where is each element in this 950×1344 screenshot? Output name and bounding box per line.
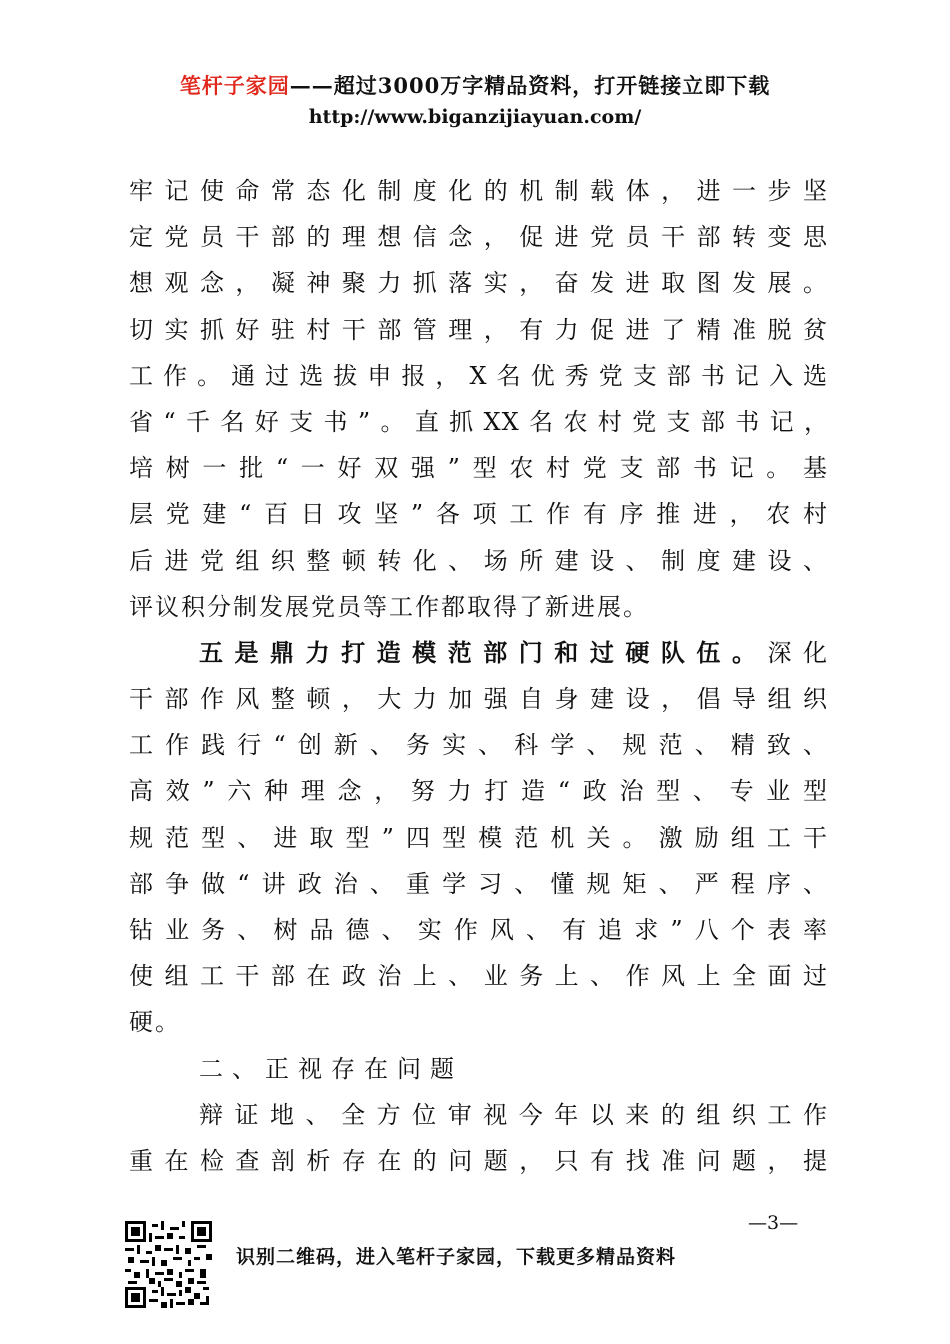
footer-caption: 识别二维码，进入笔杆子家园，下载更多精品资料 [236,1246,677,1268]
text-line: 重在检查剖析存在的问题，只有找准问题，提 [129,1146,829,1175]
text-line: 高效”六种理念，努力打造“政治型、专业型 [129,777,829,806]
header-url[interactable]: http://www.biganzijiayuan.com/ [308,106,642,128]
text-line: 牢记使命常态化制度化的机制载体，进一步坚 [129,177,829,205]
page-header [0,70,950,128]
text-line: 工作践行“创新、务实、科学、规范、精致、 [129,731,829,760]
page-number: —3— [748,1212,799,1234]
text-line: 工作。通过选拔申报，X名优秀党支部书记入选 [129,361,829,390]
text-line: 层党建“百日攻坚”各项工作有序推进，农村 [129,500,829,529]
section-heading: 二、正视存在问题 [199,1054,463,1083]
para5-lead-rest: 深化 [767,638,830,667]
header-tagline: ——超过3000万字精品资料，打开链接立即下载 [289,73,771,98]
text-line: 辩证地、全方位审视今年以来的组织工作 [199,1100,829,1129]
text-line: 钻业务、树品德、实作风、有追求”八个表率 [129,916,829,944]
text-line: 使组工干部在政治上、业务上、作风上全面过 [129,962,829,991]
text-line: 省“千名好支书”。直抓XX名农村党支部书记， [129,407,829,436]
document-body [129,168,829,1184]
para5-lead: 五是鼎力打造模范部门和过硬队伍。 [199,637,768,667]
text-line: 切实抓好驻村干部管理，有力促进了精准脱贫 [129,315,829,344]
text-line: 规范型、进取型”四型模范机关。激励组工干 [129,823,829,852]
text-line: 评议积分制发展党员等工作都取得了新进展。 [129,592,649,621]
text-line: 培树一批“一好双强”型农村党支部书记。基 [129,454,829,483]
text-line: 后进党组织整顿转化、场所建设、制度建设、 [129,546,829,575]
text-line: 部争做“讲政治、重学习、懂规矩、严程序、 [129,869,829,898]
para5-first-line [129,630,829,676]
text-line: 定党员干部的理想信念，促进党员干部转变思 [129,223,829,252]
text-line: 硬。 [129,1008,181,1037]
text-line: 干部作风整顿，大力加强自身建设，倡导组织 [129,685,829,714]
text-line: 想观念，凝神聚力抓落实，奋发进取图发展。 [129,269,829,298]
qr-code-icon[interactable] [125,1221,212,1308]
header-banner [0,70,950,100]
brand-name: 笔杆子家园 [179,73,290,98]
